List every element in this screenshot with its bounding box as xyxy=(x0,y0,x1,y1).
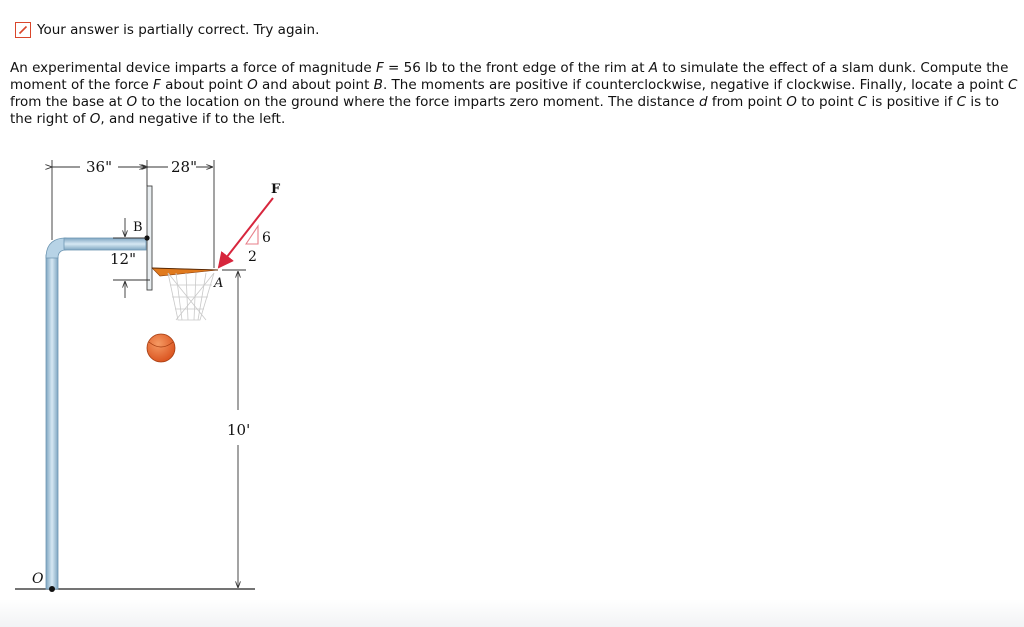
problem-variable: O xyxy=(786,94,797,110)
problem-text-segment: to the location on the ground where the force imparts zero moment. The distance xyxy=(137,94,699,110)
problem-text-segment: to point xyxy=(796,94,858,110)
label-o: O xyxy=(32,571,44,587)
feedback-status xyxy=(15,21,319,39)
problem-variable: A xyxy=(648,60,659,76)
problem-variable: F xyxy=(153,77,161,93)
pole xyxy=(46,255,58,589)
problem-text-segment: An experimental device imparts a force of magnitude xyxy=(10,60,376,76)
problem-text-segment: from the base at xyxy=(10,94,127,110)
dim-10ft-label: 10' xyxy=(227,421,251,439)
basketball xyxy=(147,334,175,362)
problem-variable: C xyxy=(1008,77,1018,93)
net xyxy=(168,273,214,320)
problem-text-segment: is to the right of xyxy=(10,94,999,127)
problem-variable: d xyxy=(698,94,708,110)
problem-variable: C xyxy=(956,94,967,110)
problem-text-segment: is positive if xyxy=(867,94,957,110)
pole-elbow xyxy=(46,238,66,258)
dim-36-label: 36" xyxy=(86,158,112,176)
basketball-figure xyxy=(0,140,300,610)
problem-variable: O xyxy=(126,94,138,110)
problem-text-segment: = 56 lb to the front edge of the rim at xyxy=(383,60,649,76)
label-f: F xyxy=(271,182,281,197)
problem-text-segment: about point xyxy=(160,77,248,93)
feedback-message: Your answer is partially correct. Try again. xyxy=(37,22,320,38)
dim-12-label: 12" xyxy=(110,250,136,268)
problem-text-segment: from point xyxy=(707,94,787,110)
problem-variable: F xyxy=(375,60,384,76)
page-bottom-fade xyxy=(0,599,1024,627)
problem-variable: O xyxy=(89,111,101,127)
problem-text-segment: , and negative if to the left. xyxy=(100,111,286,127)
problem-variable: O xyxy=(247,77,258,93)
slope-rise-label: 6 xyxy=(262,230,271,246)
dim-28-label: 28" xyxy=(171,158,197,176)
problem-text-segment: and about point xyxy=(257,77,374,93)
problem-statement xyxy=(10,60,1020,128)
problem-variable: B xyxy=(373,77,383,93)
pole-arm xyxy=(64,238,146,250)
problem-text-segment: . The moments are positive if counterclockwise, negative if clockwise. Finally, locate a point xyxy=(382,77,1008,93)
point-o-marker xyxy=(49,586,55,592)
label-a: A xyxy=(214,276,224,291)
label-b: B xyxy=(133,220,143,235)
partial-correct-icon xyxy=(15,22,31,38)
slope-run-label: 2 xyxy=(248,249,257,265)
problem-variable: C xyxy=(857,94,868,110)
problem-text-segment: to simulate the effect of a slam dunk. Compute the moment of the force xyxy=(10,60,1009,93)
